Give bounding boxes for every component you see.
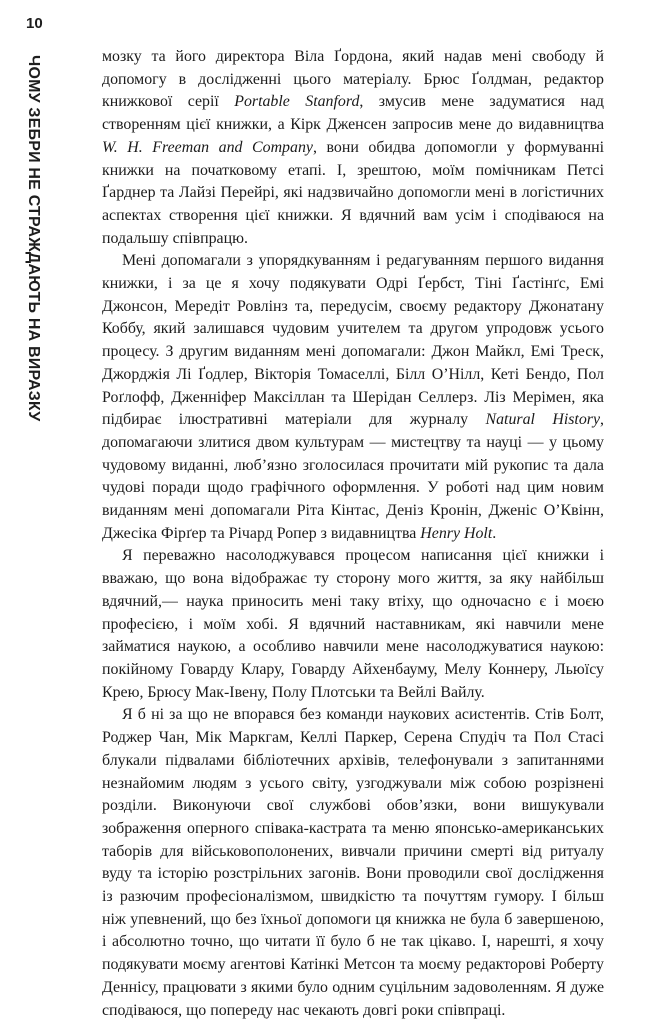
page-number: 10 [26,15,43,32]
italic-title: Henry Holt [420,524,493,542]
text-run: Я б ні за що не впорався без команди наукових асистентів. Стів Болт, Роджер Чан, Мік Маркгам, Келлі Паркер, Серена Спудіч та Пол Стасі блукали підвалами бібліотечних архівів, телефонували з запитаннями незнайомим людям з усього світу, узгоджували між собою розрізнені розділи. Виконуючи свої службові обов’язки, вони вишукували зображення оперного співака-кастрата та меню японсько-американських таборів для військовополонених, вивчали причини смерті від ритуалу вуду та історію розстрільних загонів. Вони проводили свої дослідження із разючим професіоналізмом, швидкістю та почуттям гумору. І більш ніж упевнений, що без їхньої допомоги ця книжка не була б завершеною, і абсолютно точно, що читати її було б не так цікаво. І, нарешті, я хочу подякувати моєму агентові Катінкі Метсон та моєму редакторові Роберту Деннісу, працювати з якими було одним суцільним задоволенням. Я дуже сподіваюся, що попереду нас чекають довгі роки співпраці. [102,706,604,1019]
text-run: Я переважно насолоджувався процесом написання цієї книжки і вважаю, що вона відображає ту сторону мого життя, за яку найбільш вдячний,— наука приносить мені таку втіху, що одночасно є і моєю професією, і моїм хобі. Я вдячний наставникам, які навчили мене займатися наукою, а особливо навчили мене насолоджуватися наукою: покійному Говарду Клару, Говарду Айхенбауму, Мелу Коннеру, Льюїсу Крею, Брюсу Мак-Івену, Полу Плотськи та Вейлі Вайлу. [102,547,604,701]
text-run: , вони обидва допомогли у формуванні книжки на початковому етапі. І, зрештою, моїм помічникам Петсі Ґарднер та Лайзі Перейрі, які надзвичайно допомогли мені в логістичних аспектах створення цієї книжки. Я вдячний вам усім і сподіваюся на подальшу співпрацю. [102,138,605,247]
text-run: , допомагаючи злитися двом культурам — мистецтву та науці — у цьому чудовому виданні, люб’язно зголосилася прочитати мій рукопис та дала чудові поради щодо графічного оформлення. У роботі над цим новим виданням мені допомагали Ріта Кінтас, Деніз Кронін, Дженіс О’Квінн, Джесіка Фірґер та Річард Ропер з видавництва [102,411,604,542]
paragraph [102,250,604,545]
running-head: ЧОМУ ЗЕБРИ НЕ СТРАЖДАЮТЬ НА ВИРАЗКУ [25,55,42,422]
text-run: мозку та його директора Віла Ґордона, який надав мені свободу й допомогу в дослідженні цього матеріалу. Брюс Ґолдман, редактор книжкової серії [102,48,604,111]
text-run: Мені допомагали з упорядкуванням і редагуванням першого видання книжки, і за це я хочу подякувати Одрі Ґербст, Тіні Ґастінґс, Емі Джонсон, Мередіт Ровлінз та, передусім, своєму редактору Джонатану Коббу, який залишався чудовим учителем та другом упродовж усього процесу. З другим виданням мені допомагали: Джон Майкл, Емі Треск, Джорджія Лі Ґодлер, Вікторія Томаселлі, Білл О’Нілл, Кеті Бендо, Пол Роґлофф, Дженніфер Максіллан та Шерідан Селлерз. Ліз Мерімен, яка підбирає ілюстративні матеріали для журналу [102,252,604,429]
paragraph [102,545,604,704]
text-run: , змусив мене задуматися над створенням цієї книжки, а Кірк Дженсен запросив мене до видавництва [102,93,605,134]
paragraph [102,704,604,1022]
italic-title: W. H. Freeman and Company [102,138,313,156]
page-body-text [102,46,604,1022]
paragraph [102,46,604,250]
text-run: . [492,524,497,542]
italic-title: Natural History [485,411,601,429]
italic-title: Portable Stanford [234,93,360,111]
